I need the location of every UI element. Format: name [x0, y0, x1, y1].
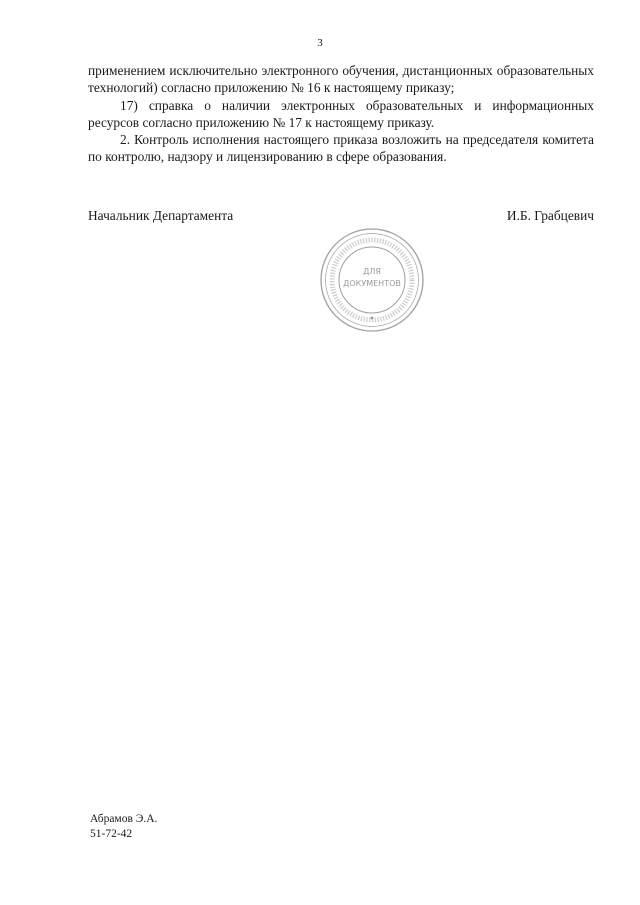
signatory-name: И.Б. Грабцевич — [506, 208, 594, 223]
signatory-position: Начальник Департамента — [88, 208, 234, 223]
signature-block — [88, 207, 594, 224]
page-number: 3 — [317, 37, 323, 49]
paragraph-continuation: применением исключительно электронного обучения, дистанционных образовательных технологий) согласно приложению № 16 к настоящему приказу; — [88, 63, 594, 96]
executor-phone: 51-72-42 — [90, 827, 133, 840]
official-stamp-icon — [318, 226, 426, 334]
stamp-text-line1: ДЛЯ — [363, 267, 381, 276]
paragraph-item-17: 17) справка о наличии электронных образовательных и информационных ресурсов согласно приложению № 17 к настоящему приказу. — [88, 97, 594, 130]
executor-name: Абрамов Э.А. — [90, 813, 158, 825]
executor-info — [90, 812, 157, 841]
stamp-text-line2: ДОКУМЕНТОВ — [343, 279, 401, 288]
paragraph-item-2: 2. Контроль исполнения настоящего приказа возложить на председателя комитета по контролю, надзору и лицензированию в сфере образования. — [88, 132, 594, 165]
document-body — [88, 62, 594, 166]
